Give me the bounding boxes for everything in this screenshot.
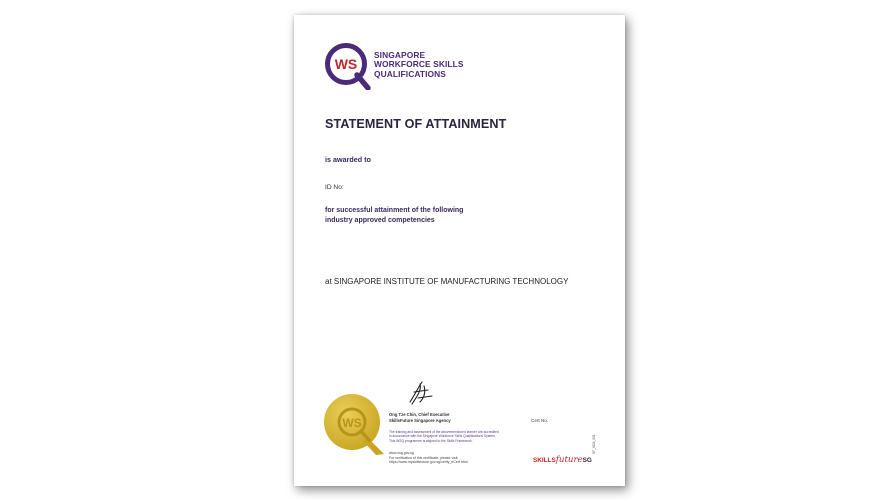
cert-number-label: Cert No. (531, 418, 549, 423)
logo-line: QUALIFICATIONS (374, 68, 446, 79)
logo-line: WORKFORCE SKILLS (374, 59, 464, 70)
attainment-line: for successful attainment of the following (325, 207, 464, 214)
attainment-line: industry approved competencies (325, 217, 435, 224)
seal-monogram: WS (342, 416, 362, 430)
verification-url: https://www.myskillsfuture.gov.sg/verify_eCert.html (389, 460, 468, 465)
awarded-to-label: is awarded to (325, 155, 371, 164)
accreditation-line: in accordance with the Singapore Workforce Skills Qualifications System. (389, 434, 496, 439)
verification-line: For verification of this certificate, please visit (389, 456, 458, 460)
verification-note (389, 456, 468, 465)
wsq-logo (324, 42, 474, 90)
document-title: STATEMENT OF ATTAINMENT (325, 117, 507, 131)
brand-skills: SKILLS (533, 457, 556, 464)
signatory-organisation: SkillsFuture Singapore Agency (389, 417, 451, 423)
accreditation-line: This WSQ programme is aligned to the Skills Framework. (389, 438, 473, 443)
wsq-monogram-text: WS (334, 56, 358, 72)
logo-line: SINGAPORE (374, 50, 426, 60)
signatory-block (389, 412, 451, 423)
accreditation-line: The training and assessment of the abovementioned learner are accredited (389, 430, 499, 434)
certificate-page (294, 15, 625, 486)
website-text: www.ssg.gov.sg (389, 451, 414, 455)
wsq-monogram-icon (324, 42, 372, 90)
brand-future: future (555, 455, 583, 465)
accreditation-note (389, 430, 499, 443)
institute-line: at SINGAPORE INSTITUTE OF MANUFACTURING TECHNOLOGY (325, 277, 569, 286)
attainment-statement (325, 206, 463, 226)
signature-icon (402, 378, 438, 408)
signatory-name: Ong Tze Chin, Chief Executive (389, 412, 450, 417)
id-number-label: ID No: (325, 184, 344, 191)
wsq-logo-wordmark (374, 51, 464, 79)
brand-sg: SG (582, 457, 592, 464)
wsq-gold-seal-icon (322, 392, 388, 458)
skillsfuture-logo (533, 455, 592, 465)
form-code: SF_SOA_001 (592, 434, 596, 454)
